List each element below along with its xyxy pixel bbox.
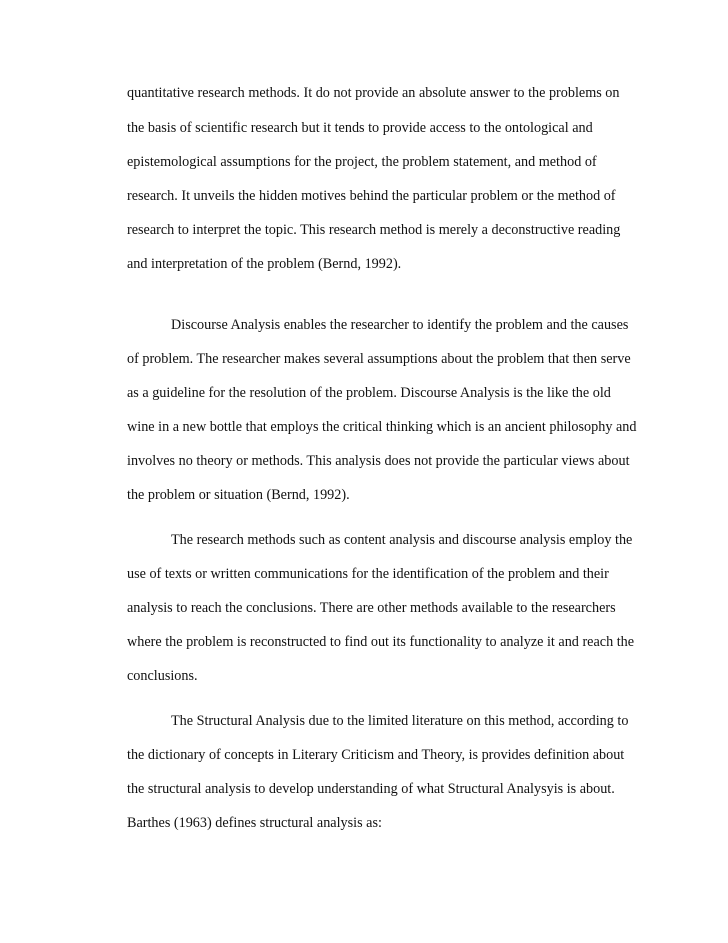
paragraph-1-line: research. It unveils the hidden motives behind the particular problem or the method of: [127, 188, 616, 204]
paragraph-4-line: The Structural Analysis due to the limited literature on this method, according to: [171, 713, 629, 729]
paragraph-1-line: the basis of scientific research but it tends to provide access to the ontological and: [127, 120, 593, 136]
paragraph-3-line: use of texts or written communications for the identification of the problem and their: [127, 566, 609, 582]
paragraph-4-line: the dictionary of concepts in Literary Criticism and Theory, is provides definition about: [127, 747, 625, 763]
paragraph-2-line: the problem or situation (Bernd, 1992).: [127, 487, 350, 503]
paragraph-2-line: involves no theory or methods. This analysis does not provide the particular views about: [127, 453, 630, 469]
paragraph-3-line: The research methods such as content analysis and discourse analysis employ the: [171, 532, 633, 548]
paragraph-3-line: analysis to reach the conclusions. There are other methods available to the researchers: [127, 600, 616, 616]
paragraph-4-line: Barthes (1963) defines structural analysis as:: [127, 815, 382, 831]
paragraph-1-line: research to interpret the topic. This research method is merely a deconstructive reading: [127, 222, 621, 238]
paragraph-2-line: as a guideline for the resolution of the problem. Discourse Analysis is the like the old: [127, 385, 611, 401]
paragraph-3-line: where the problem is reconstructed to find out its functionality to analyze it and reach the: [127, 634, 635, 650]
paragraph-1-line: quantitative research methods. It do not provide an absolute answer to the problems on: [127, 85, 620, 101]
paragraph-1-line: and interpretation of the problem (Bernd, 1992).: [127, 256, 402, 272]
paragraph-2-line: of problem. The researcher makes several assumptions about the problem that then serve: [127, 351, 631, 367]
paragraph-2-line: Discourse Analysis enables the researcher to identify the problem and the causes: [171, 317, 629, 333]
paragraph-2-line: wine in a new bottle that employs the critical thinking which is an ancient philosophy and: [127, 419, 637, 435]
paragraph-3-line: conclusions.: [127, 668, 198, 684]
paragraph-4-line: the structural analysis to develop understanding of what Structural Analysyis is about.: [127, 781, 615, 797]
paragraph-1-line: epistemological assumptions for the project, the problem statement, and method of: [127, 154, 597, 170]
